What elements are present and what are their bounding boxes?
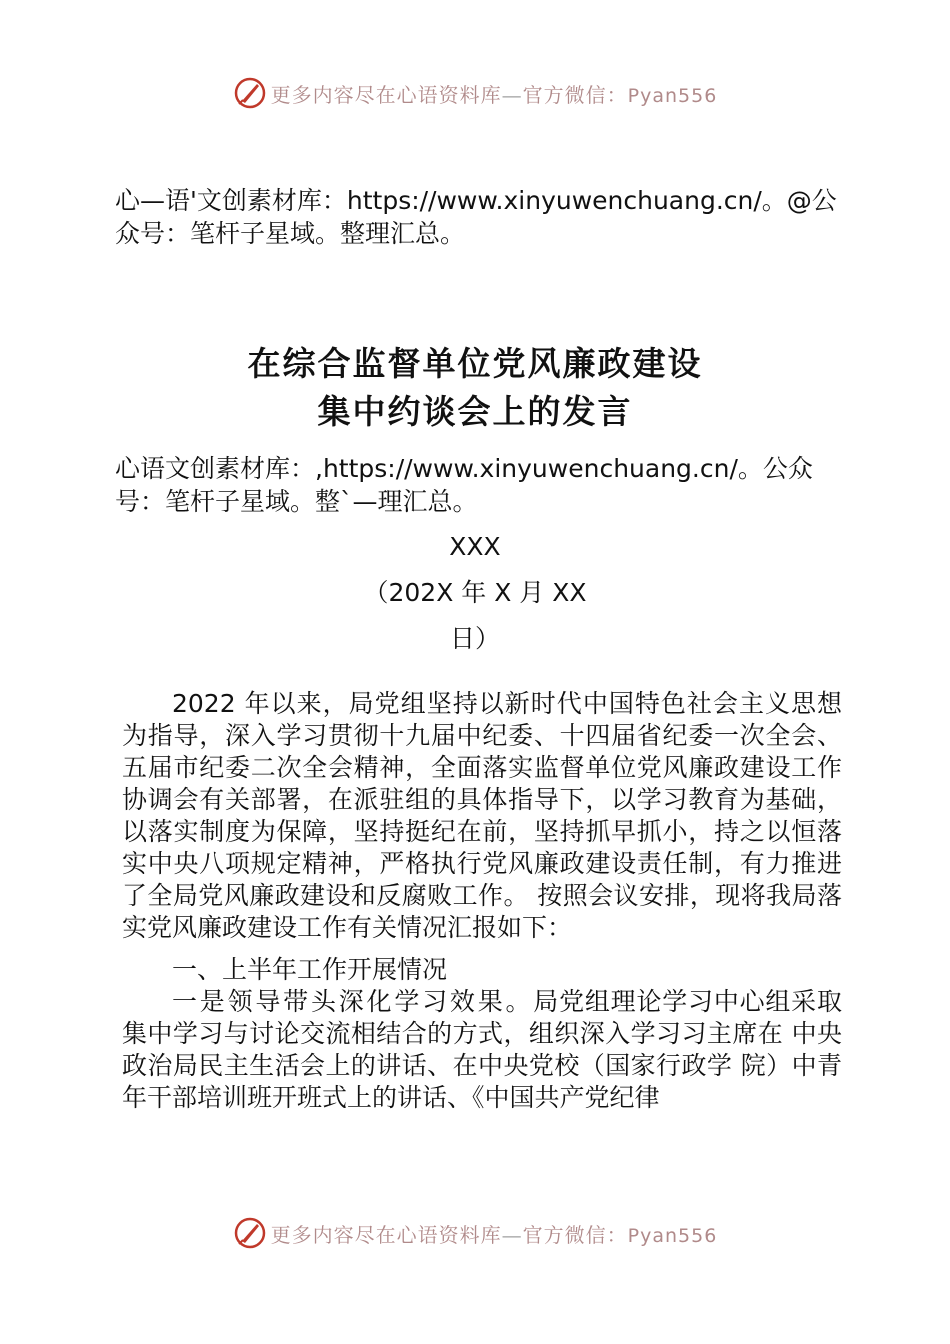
quill-logo-icon [233, 76, 267, 110]
paragraph-text: 2022 年以来，局党组坚持以新时代中国特色社会主义思想为指导，深入学习贯彻十九届中纪委、十四届省纪委一次全会、五届市纪委二次全会精神，全面落实监督单位党风廉政建设工作协调会有关部署，在派驻组的具体指导下，以学习教育为基础，以落实制度为保障，坚持挺纪在前，坚持抓早抓小，持之以恒落实中央八项规定精神，严格执行党风廉政建设责任制，有力推进了全局党风廉政建设和反腐败工作。 按照会议安排，现将我局落实党风廉政建设工作有关情况汇报如下： [122, 689, 842, 942]
body-paragraph-2 [122, 986, 842, 1114]
section-heading-1 [122, 952, 842, 986]
quill-logo-icon [233, 1216, 267, 1250]
banner-separator: — [501, 82, 523, 107]
paragraph-lead: 一是领导带头深化学习效果。 [172, 987, 534, 1016]
banner-text [271, 1219, 718, 1248]
footer-banner [0, 1213, 950, 1253]
banner-contact-label: 官方微信： [522, 82, 628, 107]
document-title-line1: 在综合监督单位党风廉政建设 [247, 344, 703, 383]
banner-slogan: 更多内容尽在心语资料库 [270, 82, 502, 107]
banner-text [271, 79, 718, 108]
banner-separator: — [501, 1222, 523, 1247]
paragraph-body: 局党组理论学习中心组采取集中学习与讨论交流相结合的方式，组织深入学习习主席在 中央政治局民主生活会上的讲话、在中央党校（国家行政学 院）中青年干部培训班开班式上的讲话、《中国共产党纪律 [122, 987, 842, 1112]
author: XXX [449, 532, 501, 561]
body-paragraph-1 [122, 688, 842, 944]
header-banner [0, 73, 950, 113]
date-line2: 日） [449, 624, 500, 653]
paragraph-text [122, 986, 842, 1114]
source-note-top: 心—语'文创素材库：https://www.xinyuwenchuang.cn/。@公众号：笔杆子星域。整理汇总。 [115, 186, 837, 248]
section-heading-text: 一、上半年工作开展情况 [172, 955, 448, 984]
date-line1: （202X 年 X 月 XX [363, 578, 587, 607]
banner-slogan: 更多内容尽在心语资料库 [270, 1222, 502, 1247]
banner-contact-label: 官方微信： [522, 1222, 628, 1247]
banner-contact-id: Pyan556 [627, 1224, 718, 1247]
document-title-line2: 集中约谈会上的发言 [317, 392, 633, 431]
source-note-second: 心语文创素材库：,https://www.xinyuwenchuang.cn/。公众号：笔杆子星域。整`—理汇总。 [115, 454, 813, 516]
banner-contact-id: Pyan556 [627, 84, 718, 107]
